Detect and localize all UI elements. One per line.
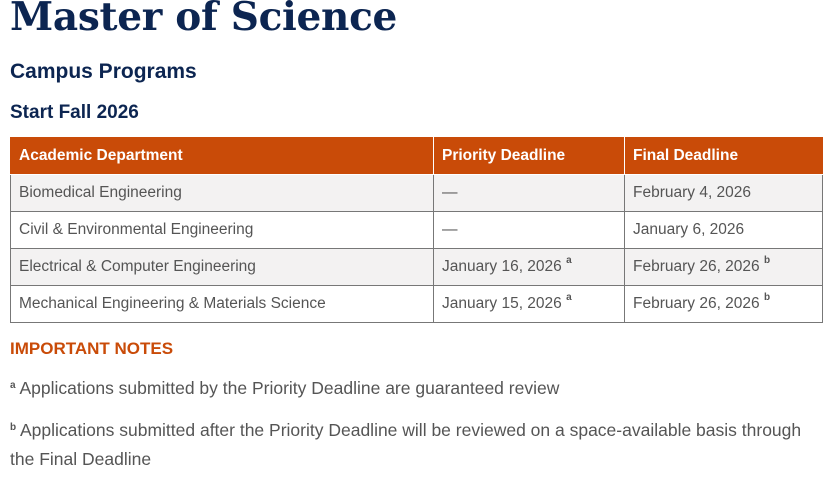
- priority-deadline-value: January 16, 2026: [442, 258, 562, 275]
- priority-deadline-value: —: [442, 184, 458, 201]
- footnote-marker: b: [10, 422, 17, 433]
- column-header-department: Academic Department: [11, 137, 434, 175]
- table-row: [11, 286, 823, 323]
- final-deadline-value: February 26, 2026: [633, 295, 760, 312]
- table-row: [11, 212, 823, 249]
- final-deadline-cell: [625, 212, 823, 249]
- column-header-final-deadline: Final Deadline: [625, 137, 823, 175]
- final-deadline-cell: [625, 175, 823, 212]
- department-cell: Mechanical Engineering & Materials Science: [11, 286, 434, 323]
- table-row: [11, 175, 823, 212]
- footnote-a: [10, 374, 822, 403]
- footnote-marker: b: [763, 292, 771, 303]
- priority-deadline-cell: [434, 212, 625, 249]
- final-deadline-value: February 4, 2026: [633, 184, 752, 201]
- page-title: Master of Science: [10, 0, 398, 40]
- department-cell: Civil & Environmental Engineering: [11, 212, 434, 249]
- footnote-marker: b: [763, 255, 771, 266]
- column-header-priority-deadline: Priority Deadline: [434, 137, 625, 175]
- department-cell: Biomedical Engineering: [11, 175, 434, 212]
- final-deadline-value: January 6, 2026: [633, 221, 745, 238]
- footnote-marker: a: [566, 255, 572, 266]
- footnote-marker: a: [566, 292, 572, 303]
- table-row: [11, 249, 823, 286]
- priority-deadline-cell: [434, 249, 625, 286]
- priority-deadline-cell: [434, 286, 625, 323]
- final-deadline-cell: [625, 286, 823, 323]
- priority-deadline-cell: [434, 175, 625, 212]
- final-deadline-cell: [625, 249, 823, 286]
- footnote-marker: a: [10, 380, 16, 391]
- footnote-b: [10, 416, 822, 474]
- priority-deadline-value: —: [442, 221, 458, 238]
- start-term-title: Start Fall 2026: [10, 102, 139, 123]
- table-header-row: [11, 137, 823, 175]
- footnote-text: Applications submitted after the Priority Deadline will be reviewed on a space-available basis through the Final Deadline: [10, 420, 802, 469]
- deadlines-table: [10, 137, 823, 323]
- section-title: Campus Programs: [10, 60, 197, 83]
- important-notes-heading: IMPORTANT NOTES: [10, 339, 174, 358]
- page-content: [10, 0, 822, 474]
- priority-deadline-value: January 15, 2026: [442, 295, 562, 312]
- final-deadline-value: February 26, 2026: [633, 258, 760, 275]
- department-cell: Electrical & Computer Engineering: [11, 249, 434, 286]
- footnote-text: Applications submitted by the Priority Deadline are guaranteed review: [15, 378, 560, 398]
